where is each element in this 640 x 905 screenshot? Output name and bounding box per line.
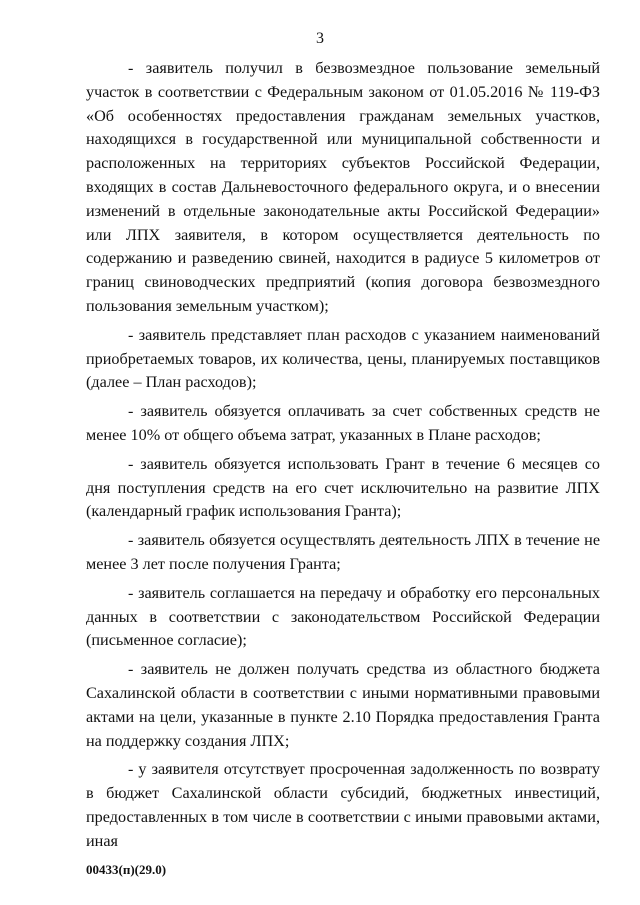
document-code: 00433(п)(29.0) xyxy=(86,862,167,877)
paragraph-no-overdue-debt: - у заявителя отсутствует просроченная задолженность по возврату в бюджет Сахалинской области субсидий, бюджетных инвестиций, предоставленных в том числе в соответствии с иными правовыми актами, иная xyxy=(86,760,600,850)
paragraph-grant-usage-term: - заявитель обязуется использовать Грант в течение 6 месяцев со дня поступления средств на его счет исключительно на развитие ЛПХ (календарный график использования Гранта); xyxy=(86,454,600,521)
page-number: 3 xyxy=(316,30,324,47)
paragraph-own-funds: - заявитель обязуется оплачивать за счет собственных средств не менее 10% от общего объема затрат, указанных в Плане расходов; xyxy=(86,402,600,444)
paragraph-no-other-funds: - заявитель не должен получать средства из областного бюджета Сахалинской области в соответствии с иными нормативными правовыми актами на цели, указанные в пункте 2.10 Порядка предоставления Гранта на поддержку создания ЛПХ; xyxy=(86,660,600,750)
document-body xyxy=(86,57,600,859)
paragraph-activity-term: - заявитель обязуется осуществлять деятельность ЛПХ в течение не менее 3 лет после получения Гранта; xyxy=(86,531,600,573)
paragraph-personal-data-consent: - заявитель соглашается на передачу и обработку его персональных данных в соответствии с законодательством Российской Федерации (письменное согласие); xyxy=(86,583,600,650)
paragraph-land-plot: - заявитель получил в безвозмездное пользование земельный участок в соответствии с Федеральным законом от 01.05.2016 № 119-ФЗ «Об особенностях предоставления гражданам земельных участков, находящихся в государственной или муниципальной собственности и расположенных на территориях субъектов Российской Федерации, входящих в состав Дальневосточного федерального округа, и о внесении изменений в отдельные законодательные акты Российской Федерации» или ЛПХ заявителя, в котором осуществляется деятельность по содержанию и разведению свиней, находится в радиусе 5 километров от границ свиноводческих предприятий (копия договора безвозмездного пользования земельным участком); xyxy=(86,59,600,315)
paragraph-expense-plan: - заявитель представляет план расходов с указанием наименований приобретаемых товаров, их количества, цены, планируемых поставщиков (далее – План расходов); xyxy=(86,325,600,392)
